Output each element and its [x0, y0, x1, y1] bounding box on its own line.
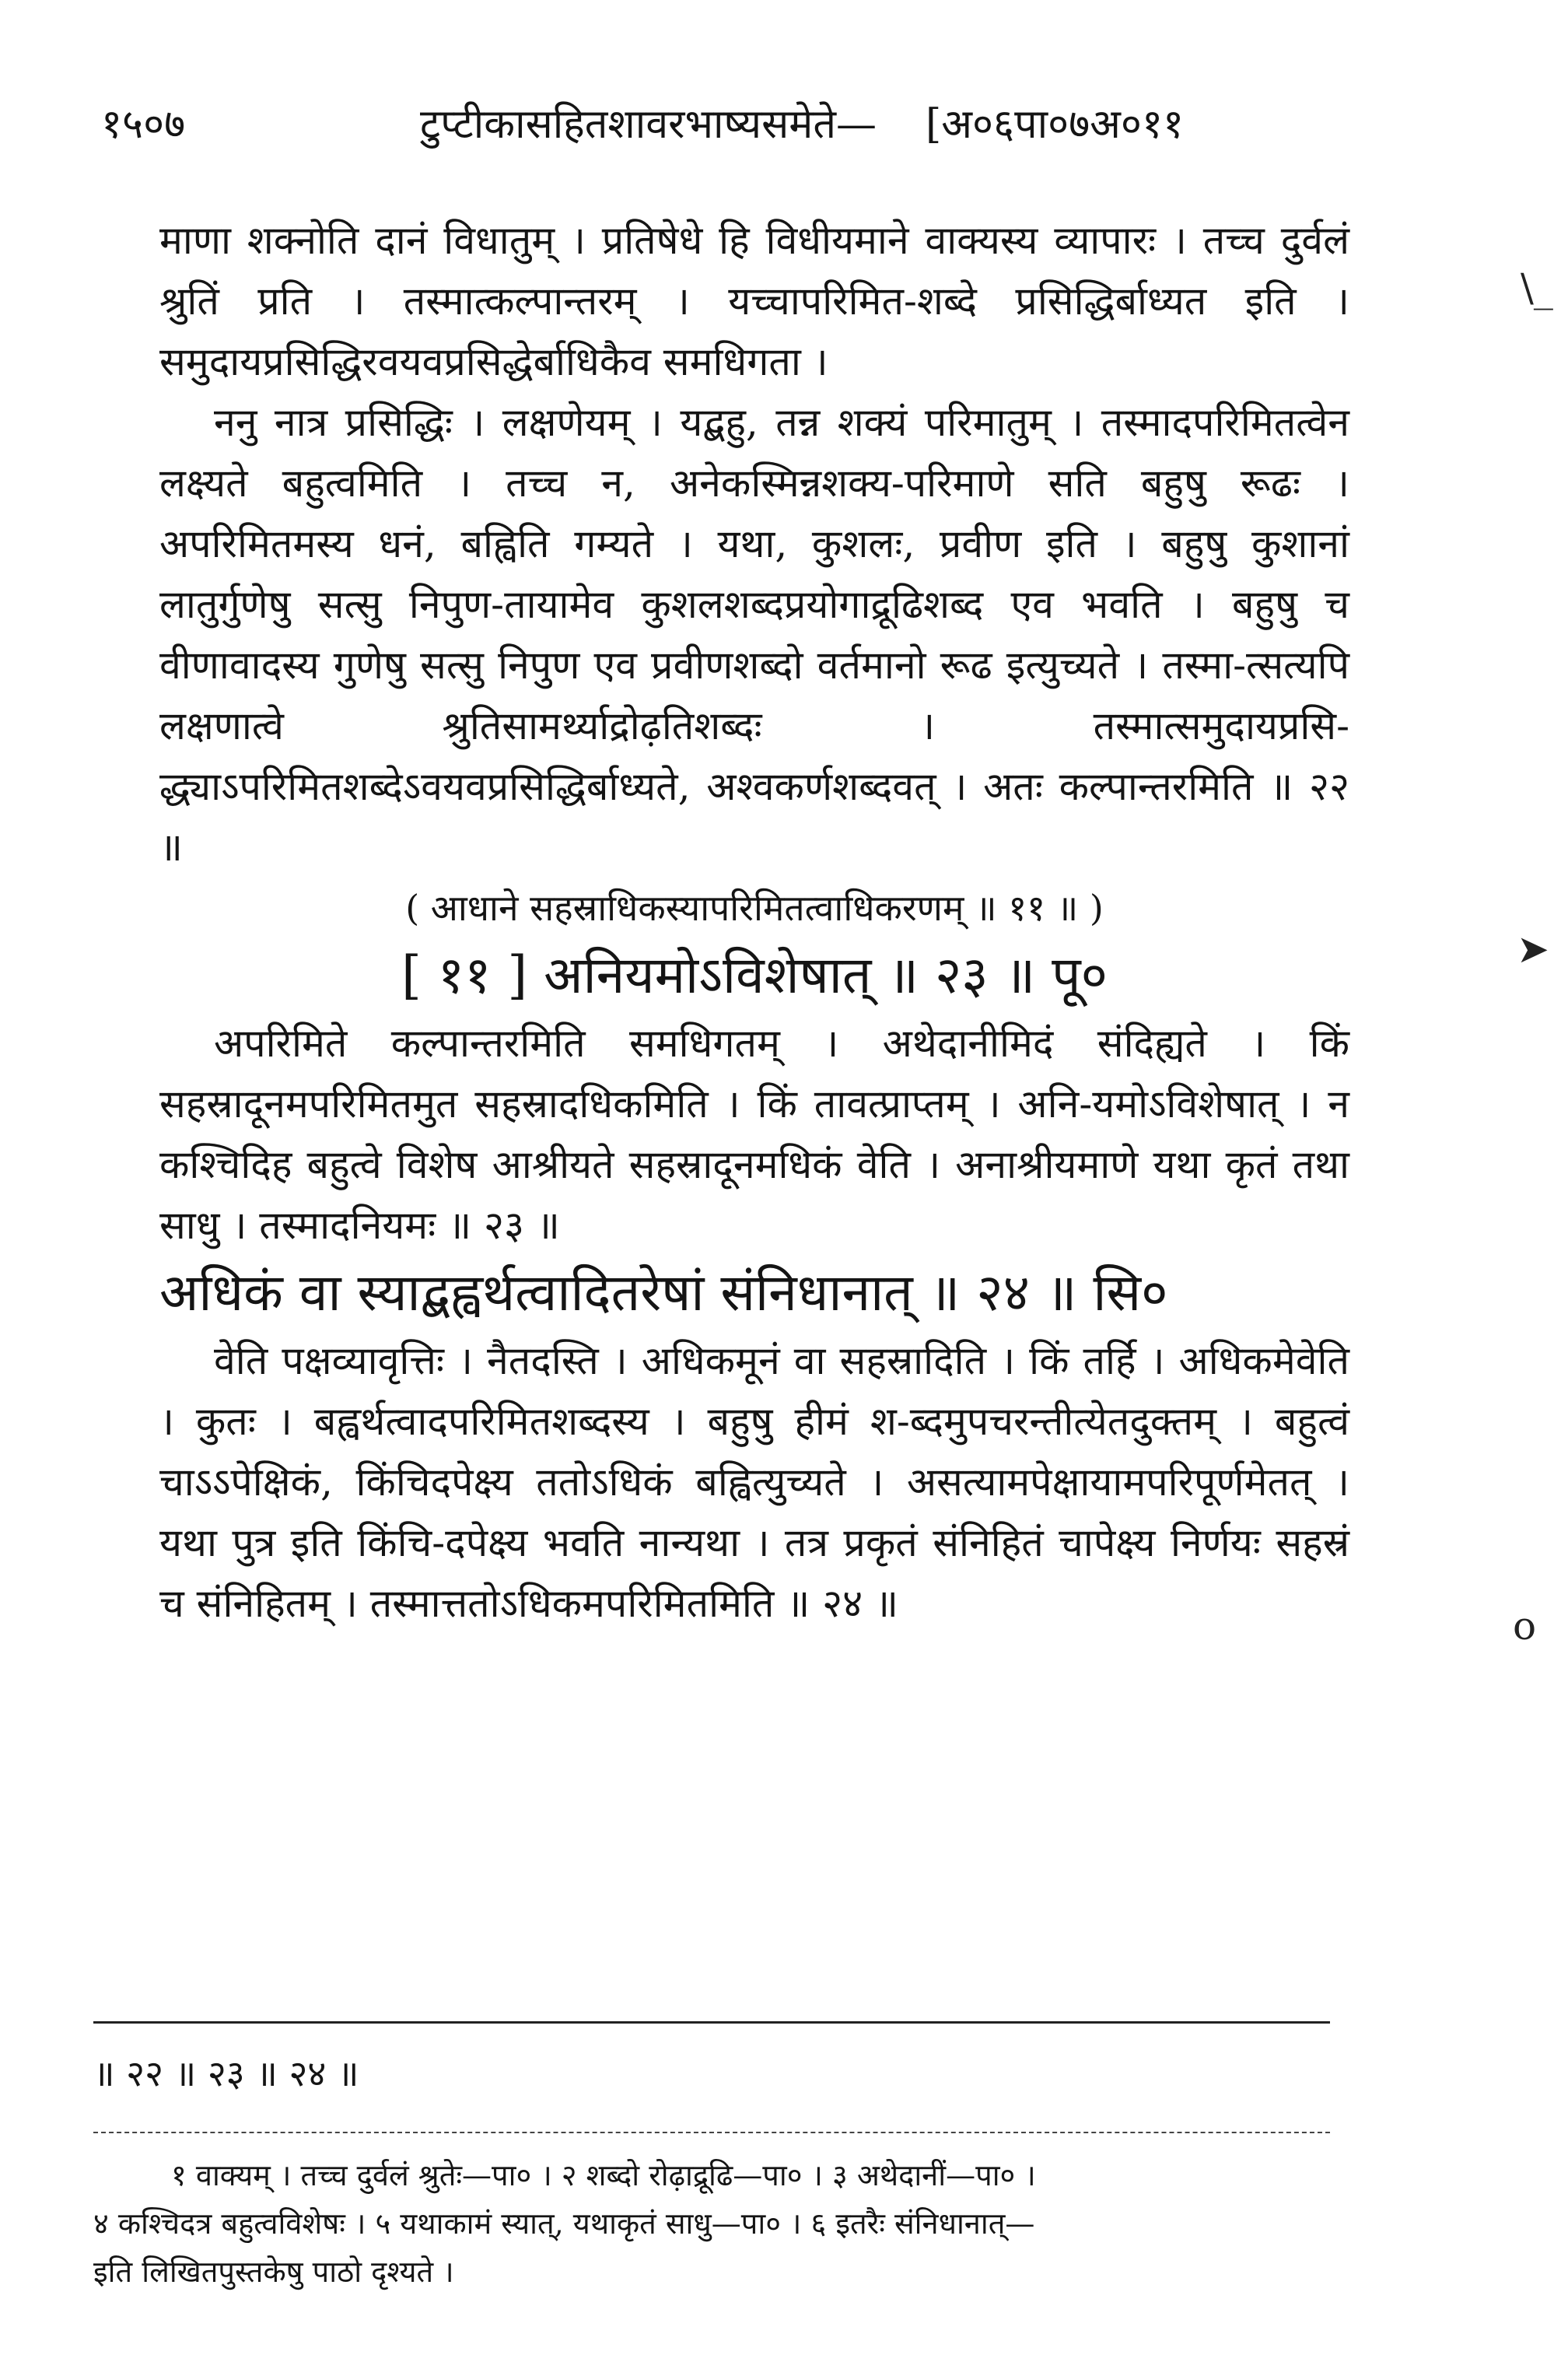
- running-header: [101, 93, 1377, 156]
- footnotes: [93, 2151, 1346, 2296]
- sutra-23: [ ११ ] अनियमोऽविशेषात् ॥ २३ ॥ पू०: [401, 945, 1108, 1005]
- paragraph-1: माणा शक्नोति दानं विधातुम् । प्रतिषेधे हि विधीयमाने वाक्यस्य व्यापारः । तच्च दुर्वलं श्रुतिं प्रति । तस्मात्कल्पान्तरम् । यच्चापरिमित-शब्दे प्रसिद्धिर्बाध्यत इति । समुदायप्रसिद्धिरवयवप्रसिद्धेर्बाधिकैव समधिगता ।: [159, 218, 1349, 384]
- adhikarana-caption: ( आधाने सहस्राधिकस्यापरिमितत्वाधिकरणम् ॥ ११ ॥ ): [405, 887, 1104, 929]
- sutra-24: अधिकं वा स्याद्बह्वर्थत्वादितरेषां संनिधानात् ॥ २४ ॥ सि०: [159, 1263, 1168, 1323]
- margin-circle-mark: o: [1513, 1603, 1537, 1649]
- paragraph-4: वेति पक्षव्यावृत्तिः । नैतदस्ति । अधिकमूनं वा सहस्रादिति । किं तर्हि । अधिकमेवेति । कुतः । बह्वर्थत्वादपरिमितशब्दस्य । बहुषु हीमं श-ब्दमुपचरन्तीत्येतदुक्तम् । बहुत्वं चाऽऽपेक्षिकं, किंचिदपेक्ष्य ततोऽधिकं बह्वित्युच्यते । असत्यामपेक्षायामपरिपूर्णमेतत् । यथा पुत्र इति किंचि-दपेक्ष्य भवति नान्यथा । तत्र प्रकृतं संनिहितं चापेक्ष्य निर्णयः सहस्रं च संनिहितम् । तस्मात्ततोऽधिकमपरिमितमिति ॥ २४ ॥: [159, 1338, 1349, 1626]
- margin-mark-1: \_: [1521, 265, 1553, 310]
- margin-arrow-icon: ➤: [1517, 927, 1549, 972]
- footnote-line-3: इति लिखितपुस्तकेषु पाठो दृश्यते ।: [93, 2255, 454, 2289]
- main-text: [159, 210, 1349, 1634]
- running-title: टुप्टीकासहितशावरभाष्यसमेते—: [420, 101, 877, 148]
- footnote-line-2: ४ कश्चिदत्र बहुत्वविशेषः । ५ यथाकामं स्यात्, यथाकृतं साधु—पा० । ६ इतरैः संनिधानात्—: [93, 2206, 1035, 2241]
- footnote-divider: [93, 2021, 1330, 2024]
- paragraph-2: ननु नात्र प्रसिद्धिः । लक्षणेयम् । यद्बहु, तन्न शक्यं परिमातुम् । तस्मादपरिमितत्वेन लक्ष्यते बहुत्वमिति । तच्च न, अनेकस्मिन्नशक्य-परिमाणे सति बहुषु रूढः । अपरिमितमस्य धनं, बह्विति गम्यते । यथा, कुशलः, प्रवीण इति । बहुषु कुशानां लातुर्गुणेषु सत्सु निपुण-तायामेव कुशलशब्दप्रयोगाद्रूढिशब्द एव भवति । बहुषु च वीणावादस्य गुणेषु सत्सु निपुण एव प्रवीणशब्दो वर्तमानो रूढ इत्युच्यते । तस्मा-त्सत्यपि लक्षणात्वे श्रुतिसामर्थ्याद्रोढ़तिशब्दः । तस्मात्समुदायप्रसि-द्ध्याऽपरिमितशब्देऽवयवप्रसिद्धिर्बाध्यते, अश्वकर्णशब्दवत् । अतः कल्पान्तरमिति ॥ २२ ॥: [159, 400, 1349, 870]
- section-reference: [अ०६पा०७अ०११: [926, 101, 1185, 148]
- verse-numbers: ॥ २२ ॥ २३ ॥ २४ ॥: [93, 2052, 359, 2094]
- footnote-divider-dashed: [93, 2132, 1330, 2133]
- page-number: १५०७: [101, 101, 186, 148]
- footnote-line-1: १ वाक्यम् । तच्च दुर्वलं श्रुतेः—पा० । २ शब्दो रोढ़ाद्रूढि—पा० । ३ अथेदानीं—पा० ।: [171, 2158, 1036, 2192]
- paragraph-3: अपरिमिते कल्पान्तरमिति समधिगतम् । अथेदानीमिदं संदिह्यते । किं सहस्रादूनमपरिमितमुत सहस्रादधिकमिति । किं तावत्प्राप्तम् । अनि-यमोऽविशेषात् । न कश्चिदिह बहुत्वे विशेष आश्रीयते सहस्रादूनमधिकं वेति । अनाश्रीयमाणे यथा कृतं तथा साधु । तस्मादनियमः ॥ २३ ॥: [159, 1021, 1349, 1248]
